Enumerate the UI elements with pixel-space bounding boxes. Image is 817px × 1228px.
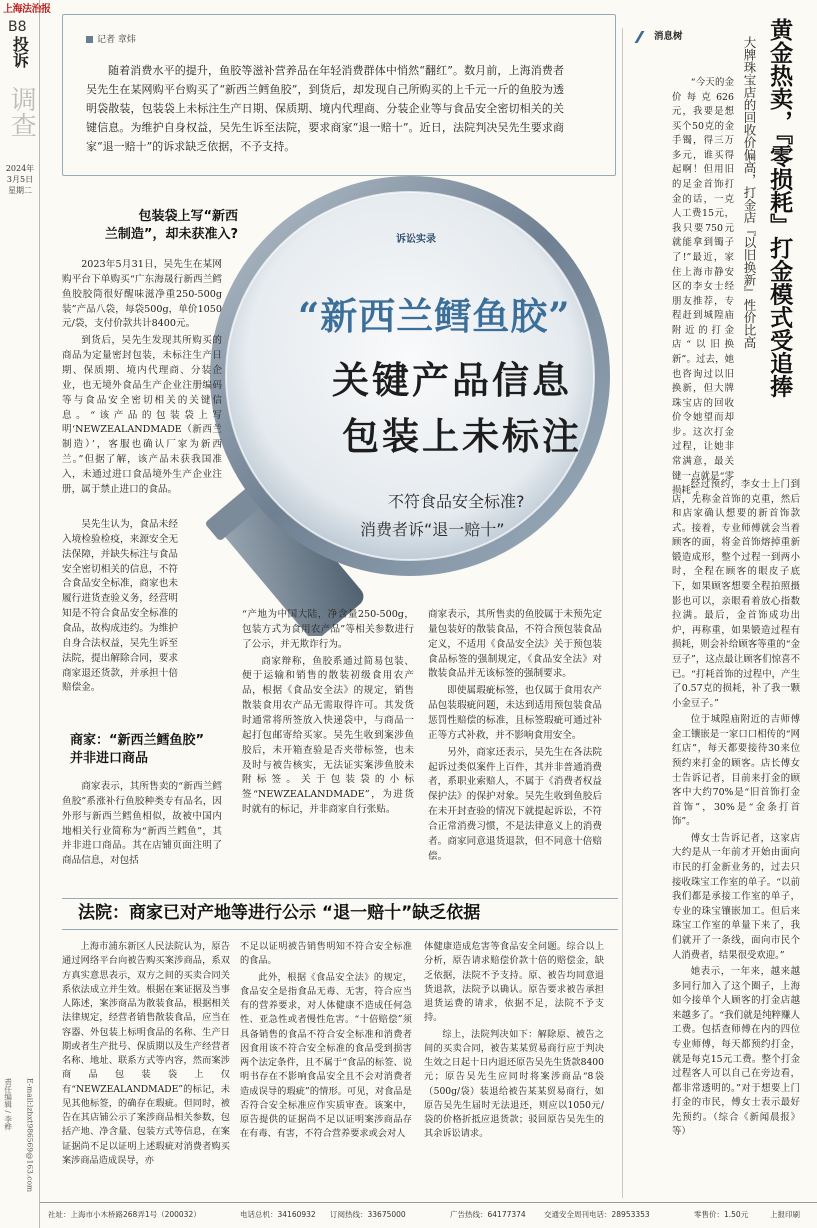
newspaper-brand: 上海法治报 (3, 4, 51, 15)
footer-subscribe: 订阅热线：33675000 (330, 1210, 406, 1219)
square-icon (86, 36, 93, 43)
headline-line-3: 包装上未标注 (342, 414, 582, 458)
paragraph: 综上，法院判决如下：解除原、被告之间的买卖合同，被告某某贸易商行应于判决生效之日起十日内退还原告吴先生货款8400元；原告吴先生应同时将案涉商品“8袋（500g/袋）装退给被告某某贸易商行，如原告吴先生届时无法退还，则应以1050元/袋的价格折抵应退货款；驳回原告吴先生的其余诉讼请求。 (424, 1028, 604, 1140)
section-2-col-1 (62, 780, 222, 871)
paragraph: 位于城隍庙附近的吉师傅金工镶嵌是一家口口相传的“网红店”，每天都要接待30来位预约来打金的顾客。店长傅女士告诉记者，目前来打金的顾客中大约70%是“旧首饰打金首饰”，30%是“金条打首饰”。 (672, 714, 800, 828)
footer-address: 社址：上海市小木桥路268弄1号（200032） (48, 1210, 201, 1219)
footer-tel: 电话总机：34160932 (240, 1210, 316, 1219)
paragraph: 不足以证明被告销售明知不符合安全标准的食品。 (240, 941, 412, 967)
paragraph: 2023年5月31日，吴先生在某网购平台下单购买“广东海晟行新西兰鳕鱼胶胶筒很好醒味滋净重250-500g装”产品八袋，每袋500g，单价1050元/袋，支付价款共计8400元。 (62, 259, 222, 330)
paragraph: 经过预约，李女士上门到店，先称金首饰的克重，然后和店家确认想要的新首饰款式。接着，专业师傅就会当着顾客的面，将金首饰熔掉重新锻造成形，整个过程一到两小时，全程在顾客的眼皮子底下，如果顾客想要全程拍照摄影也可以，亲眼看着放心指数拉满。最后，金首饰成功出炉，再称重，如果锻造过程有损耗，则会补给顾客等重的“金豆子”，这点最让顾客们惊喜不已。“打耗首饰的过程中，产生了0.57克的损耗，补了我一颗小金豆子。” (672, 479, 800, 709)
editor-email: E-mail:lzbxt986569@163.com (25, 1078, 35, 1193)
issue-year: 2024年 (5, 164, 35, 173)
headline-line-1: “新西兰鳕鱼胶” (298, 294, 571, 338)
paragraph: 即使属瑕疵标签，也仅属于食用农产品包装瑕疵问题，未达到适用预包装食品惩罚性赔偿的标准，且标签瑕疵可通过补正等方式补救，并不影响食用安全。 (428, 685, 602, 741)
issue-day: 3月5日 (6, 175, 34, 185)
issue-weekday: 星期二 (8, 186, 32, 196)
section-2-col-2 (242, 608, 414, 820)
column-divider (622, 28, 623, 1198)
footer-price: 零售价：1.50元 (694, 1210, 749, 1219)
paragraph: 此外，根据《食品安全法》的规定，食品安全是指食品无毒、无害，符合应当有的营养要求，对人体健康不造成任何急性、亚急性或者慢性危害。“十倍赔偿”须具备销售的食品不符合安全标准和消费者因食用该不符合安全标准的食品受到损害两个法定条件，且不属于“食品的标签、说明书存在不影响食品安全且不会对消费者造成误导的瑕疵”的情形。可见，对食品是否符合安全标准应作实质审查。该案中，原告提供的证据尚不足以证明案涉商品存在有毒、有害，不符合营养要求或会对人 (240, 971, 412, 1140)
editor-credit: 责任编辑 / 李桦 (3, 1078, 13, 1131)
section-label-big: 调查 (6, 86, 37, 138)
paragraph: 体健康造成危害等食品安全问题。综合以上分析，原告请求赔偿价款十倍的赔偿金，缺乏依据，法院不予支持。原、被告均同意退货退款，法院予以确认。原告要求被告承担退货运费的请求，依据不足，法院不予支持。 (424, 941, 604, 1024)
sidebar-lead (672, 76, 734, 501)
intro-paragraph: 随着消费水平的提升，鱼胶等滋补营养品在年轻消费群体中悄然“翻红”。数月前，上海消费者吴先生在某网购平台购买了“新西兰鳕鱼胶”，到货后，却发现自己所购买的上千元一斤的鱼胶为透明袋散装，包装袋上未标注生产日期、保质期、境内代理商、分装企业等与食品安全密切相关的关键信息。为维护自身权益，吴先生诉至法院，要求商家“退一赔十”。近日，法院判决吴先生要求商家“退一赔十”的诉求缺乏依据，不予支持。 (86, 64, 564, 153)
sidebar-body (672, 478, 800, 1142)
section-1-text-bottom (62, 518, 178, 698)
paragraph: 吴先生认为，食品未经入境检验检疫，来源安全无法保障，并缺失标注与食品安全密切相关的信息，不符合食品安全标准，商家也未履行进货查验义务，经营明知是不符合食品安全标准的食品，故构成违约。为维护自身合法权益，吴先生诉至法院，提出解除合同，要求商家退还货款，并承担十倍赔偿金。 (62, 519, 178, 694)
paragraph: 商家辩称，鱼胶系通过简易包装、便于运输和销售的散装初级食用农产品，根据《食品安全法》的规定，销售散装食用农产品无需取得许可。其发货时通常将所签放入快递袋中，与商品一起打包邮寄给买家。吴先生收到案涉鱼胶后，未开箱查验是否夹带标签，也未及时与被告核实，无法证实案涉鱼胶未附标签。关于包装袋的小标签“NEWZEALANDMADE”，为进货时就有的标记，并非商家自行张贴。 (242, 655, 414, 816)
footer-printer: 上报印刷 (770, 1210, 800, 1219)
section-tag: 诉讼实录 (396, 234, 436, 245)
subheadline-2: 消费者诉“退一赔十” (360, 520, 505, 539)
subheadline-1: 不符食品安全标准? (388, 492, 525, 511)
paragraph: 另外，商家还表示，吴先生在各法院起诉过类似案件上百件，其并非普通消费者，系职业索赔人，不属于《消费者权益保护法》的保护对象。吴先生收到鱼胶后在未开封查验的情况下就提起诉讼，不符合正常消费习惯，不是法律意义上的消费者。商家同意退货退款，但不同意十倍赔偿。 (428, 746, 602, 862)
footer-ad: 广告热线：64177374 (450, 1210, 526, 1219)
section-1-text-top (62, 258, 222, 500)
section-1-heading: 包装袋上写“新西 兰制造”，却未获准入? (104, 209, 238, 243)
page-number: B8 (8, 19, 27, 35)
paragraph: 上海市浦东新区人民法院认为，原告通过网络平台向被告购买案涉商品，系双方真实意思表示，双方之间的买卖合同关系依法成立并生效。根据在案证据及当事人陈述，案涉商品为散装食品，根据相关法律规定，经营者销售散装食品，应当在容器、外包装上标明食品的名称、生产日期或者生产批号、保质期以及生产经营者名称、地址、联系方式等内容，然而案涉商品包装袋上仅有“NEWZEALANDMADE”的标记，未见其他标签，的确存在瑕疵。但同时，被告在其店铺公示了案涉商品相关参数，包括产地、净含量、包装方式等信息，在案证据尚不足以证明上述瑕疵对消费者购买案涉商品造成误导，亦 (62, 941, 230, 1166)
paragraph: 她表示，一年来，越来越多同行加入了这个圈子，上海如今接单个人顾客的打金店越来越多了。“我们就是纯粹赚人工费。包括查师傅在内的四位专业师傅，每天都预约打金，就是每克15元工费。整个打金过程客人可以自己在旁边看，都非常透明的。”对于想要上门打金的市民，傅女士表示最好先预约。（综合《新闻晨报》等） (672, 966, 800, 1138)
sidebar-subtitle: 大牌珠宝店的回收价偏高，打金店『以旧换新』性价比高 (742, 36, 757, 349)
headline-line-2: 关键产品信息 (332, 358, 572, 402)
paragraph: 商家表示，其所售卖的“新西兰鳕鱼胶”系涨补行鱼胶种类专有品名，因外形与新西兰鳕鱼相似，故被中国内地相关行业简称为“新西兰鳕鱼”，其并非进口商品。其在店铺页面注明了商品信息，对包括 (62, 781, 222, 867)
paragraph: 到货后，吴先生发现其所购买的商品为定量密封包装，未标注生产日期、保质期、境内代理商、分装企业，也无境外食品生产企业注册编码等与食品安全密切相关的关键信息。“该产品的包装袋上写明‘NEWZEALANDMADE（新西兰制造）’，客服也确认厂家为新西兰。”但据了解，该产品未获我国准入，未通过进口食品境外生产企业注册，属于禁止进口的食品。 (62, 335, 222, 495)
section-label: 投诉 (10, 36, 30, 68)
paragraph: 商家表示，其所售卖的鱼胶属于未预先定量包装好的散装食品，不符合预包装食品定义，不适用《食品安全法》关于预包装食品标签的强制规定，《食品安全法》对散装食品并无该标签的强制要求。 (428, 609, 602, 680)
court-col-1 (62, 940, 230, 1170)
court-col-3 (424, 940, 604, 1144)
page-footer (40, 1202, 817, 1228)
sidebar-title: 黄金热卖，『零损耗』打金模式受追捧 (766, 18, 794, 398)
paragraph: “今天的金价每克626元，我要是想买个50克的金手镯，得三万多元，谁买得起啊！但用旧的足金首饰打金的话，一克人工费15元，我只要750元就能拿到镯子了!”最近，家住上海市静安区的李女士经朋友推荐，专程赶到城隍庙附近的打金店“以旧换新”。过去，她也咨询过以旧换新，但大牌珠宝店的回收价令她望而却步。这次打金过程，让她非常满意，最关键一点就是“零损耗”。 (672, 77, 734, 497)
issue-date (4, 163, 36, 197)
section-2-heading: 商家：“新西兰鳕鱼胶” 并非进口商品 (70, 733, 205, 767)
sidebar-tag: 消息树 (638, 30, 683, 45)
court-col-2 (240, 940, 412, 1144)
paragraph: 傅女士告诉记者，这家店大约是从一年前才开始由面向市民的打金新业务的，过去只接收珠宝工作室的单子。“以前我们都是承接工作室的单子，专业的珠宝镶嵌加工。但后来珠宝工作室的单量下来了，我们就开了一条线，面向市民个人消费者，结果很受欢迎。” (672, 832, 800, 961)
slash-icon (635, 31, 654, 43)
reporter-byline: 记者 章炜 (86, 34, 136, 48)
court-heading: 法院：商家已对产地等进行公示 “退一赔十”缺乏依据 (78, 903, 481, 923)
footer-print: 交通安全周刊电话：28953353 (544, 1210, 650, 1219)
section-2-col-3 (428, 608, 602, 867)
paragraph: “产地为中国大陆，净含量250-500g，包装方式为食用农产品”等相关参数进行了公示，并无欺诈行为。 (242, 609, 414, 650)
